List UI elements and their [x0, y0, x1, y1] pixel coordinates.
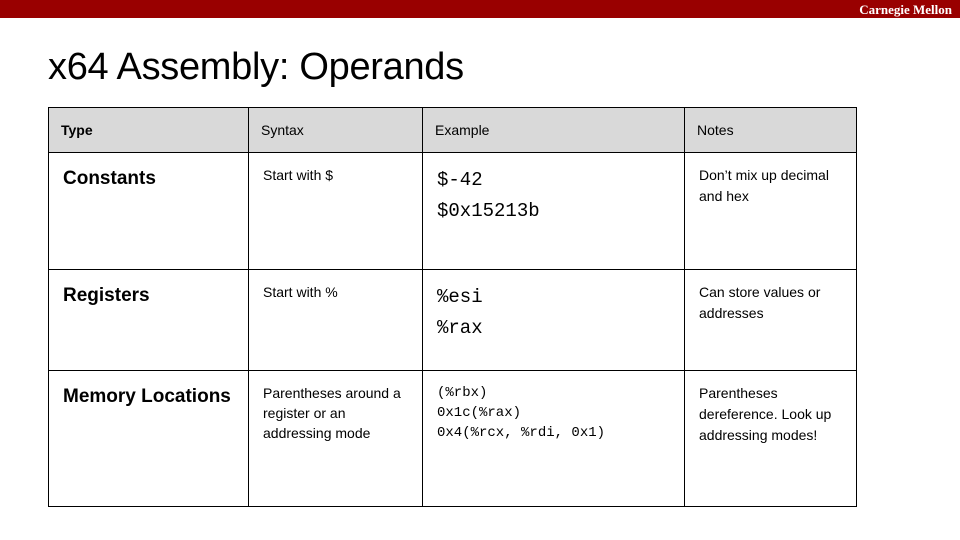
- example-line: $0x15213b: [437, 200, 540, 222]
- header-bar: [0, 0, 960, 18]
- brand-name: Carnegie Mellon: [859, 2, 952, 17]
- table-row-constants: [49, 153, 857, 270]
- column-header-notes: Notes: [685, 108, 857, 153]
- column-header-example: Example: [423, 108, 685, 153]
- example-line: 0x4(%rcx, %rdi, 0x1): [437, 425, 606, 441]
- notes-cell: Can store values or addresses: [685, 270, 857, 371]
- example-cell: [423, 371, 685, 507]
- syntax-cell: Start with %: [249, 270, 423, 371]
- slide-title: x64 Assembly: Operands: [48, 46, 464, 88]
- example-line: 0x1c(%rax): [437, 405, 522, 421]
- type-cell: Registers: [49, 270, 249, 371]
- example-cell: [423, 270, 685, 371]
- type-cell: Memory Locations: [49, 371, 249, 507]
- column-header-syntax: Syntax: [249, 108, 423, 153]
- syntax-cell: Start with $: [249, 153, 423, 270]
- example-cell: [423, 153, 685, 270]
- type-cell: Constants: [49, 153, 249, 270]
- column-header-type: Type: [49, 108, 249, 153]
- example-line: %rax: [437, 317, 483, 339]
- syntax-cell: Parentheses around a register or an addressing mode: [249, 371, 423, 507]
- operands-table: [48, 107, 857, 507]
- notes-cell: Don’t mix up decimal and hex: [685, 153, 857, 270]
- example-line: %esi: [437, 286, 483, 308]
- table-row-memory-locations: [49, 371, 857, 507]
- table-header-row: [49, 108, 857, 153]
- example-line: (%rbx): [437, 385, 488, 401]
- table-row-registers: [49, 270, 857, 371]
- example-line: $-42: [437, 169, 483, 191]
- notes-cell: Parentheses dereference. Look up addressing modes!: [685, 371, 857, 507]
